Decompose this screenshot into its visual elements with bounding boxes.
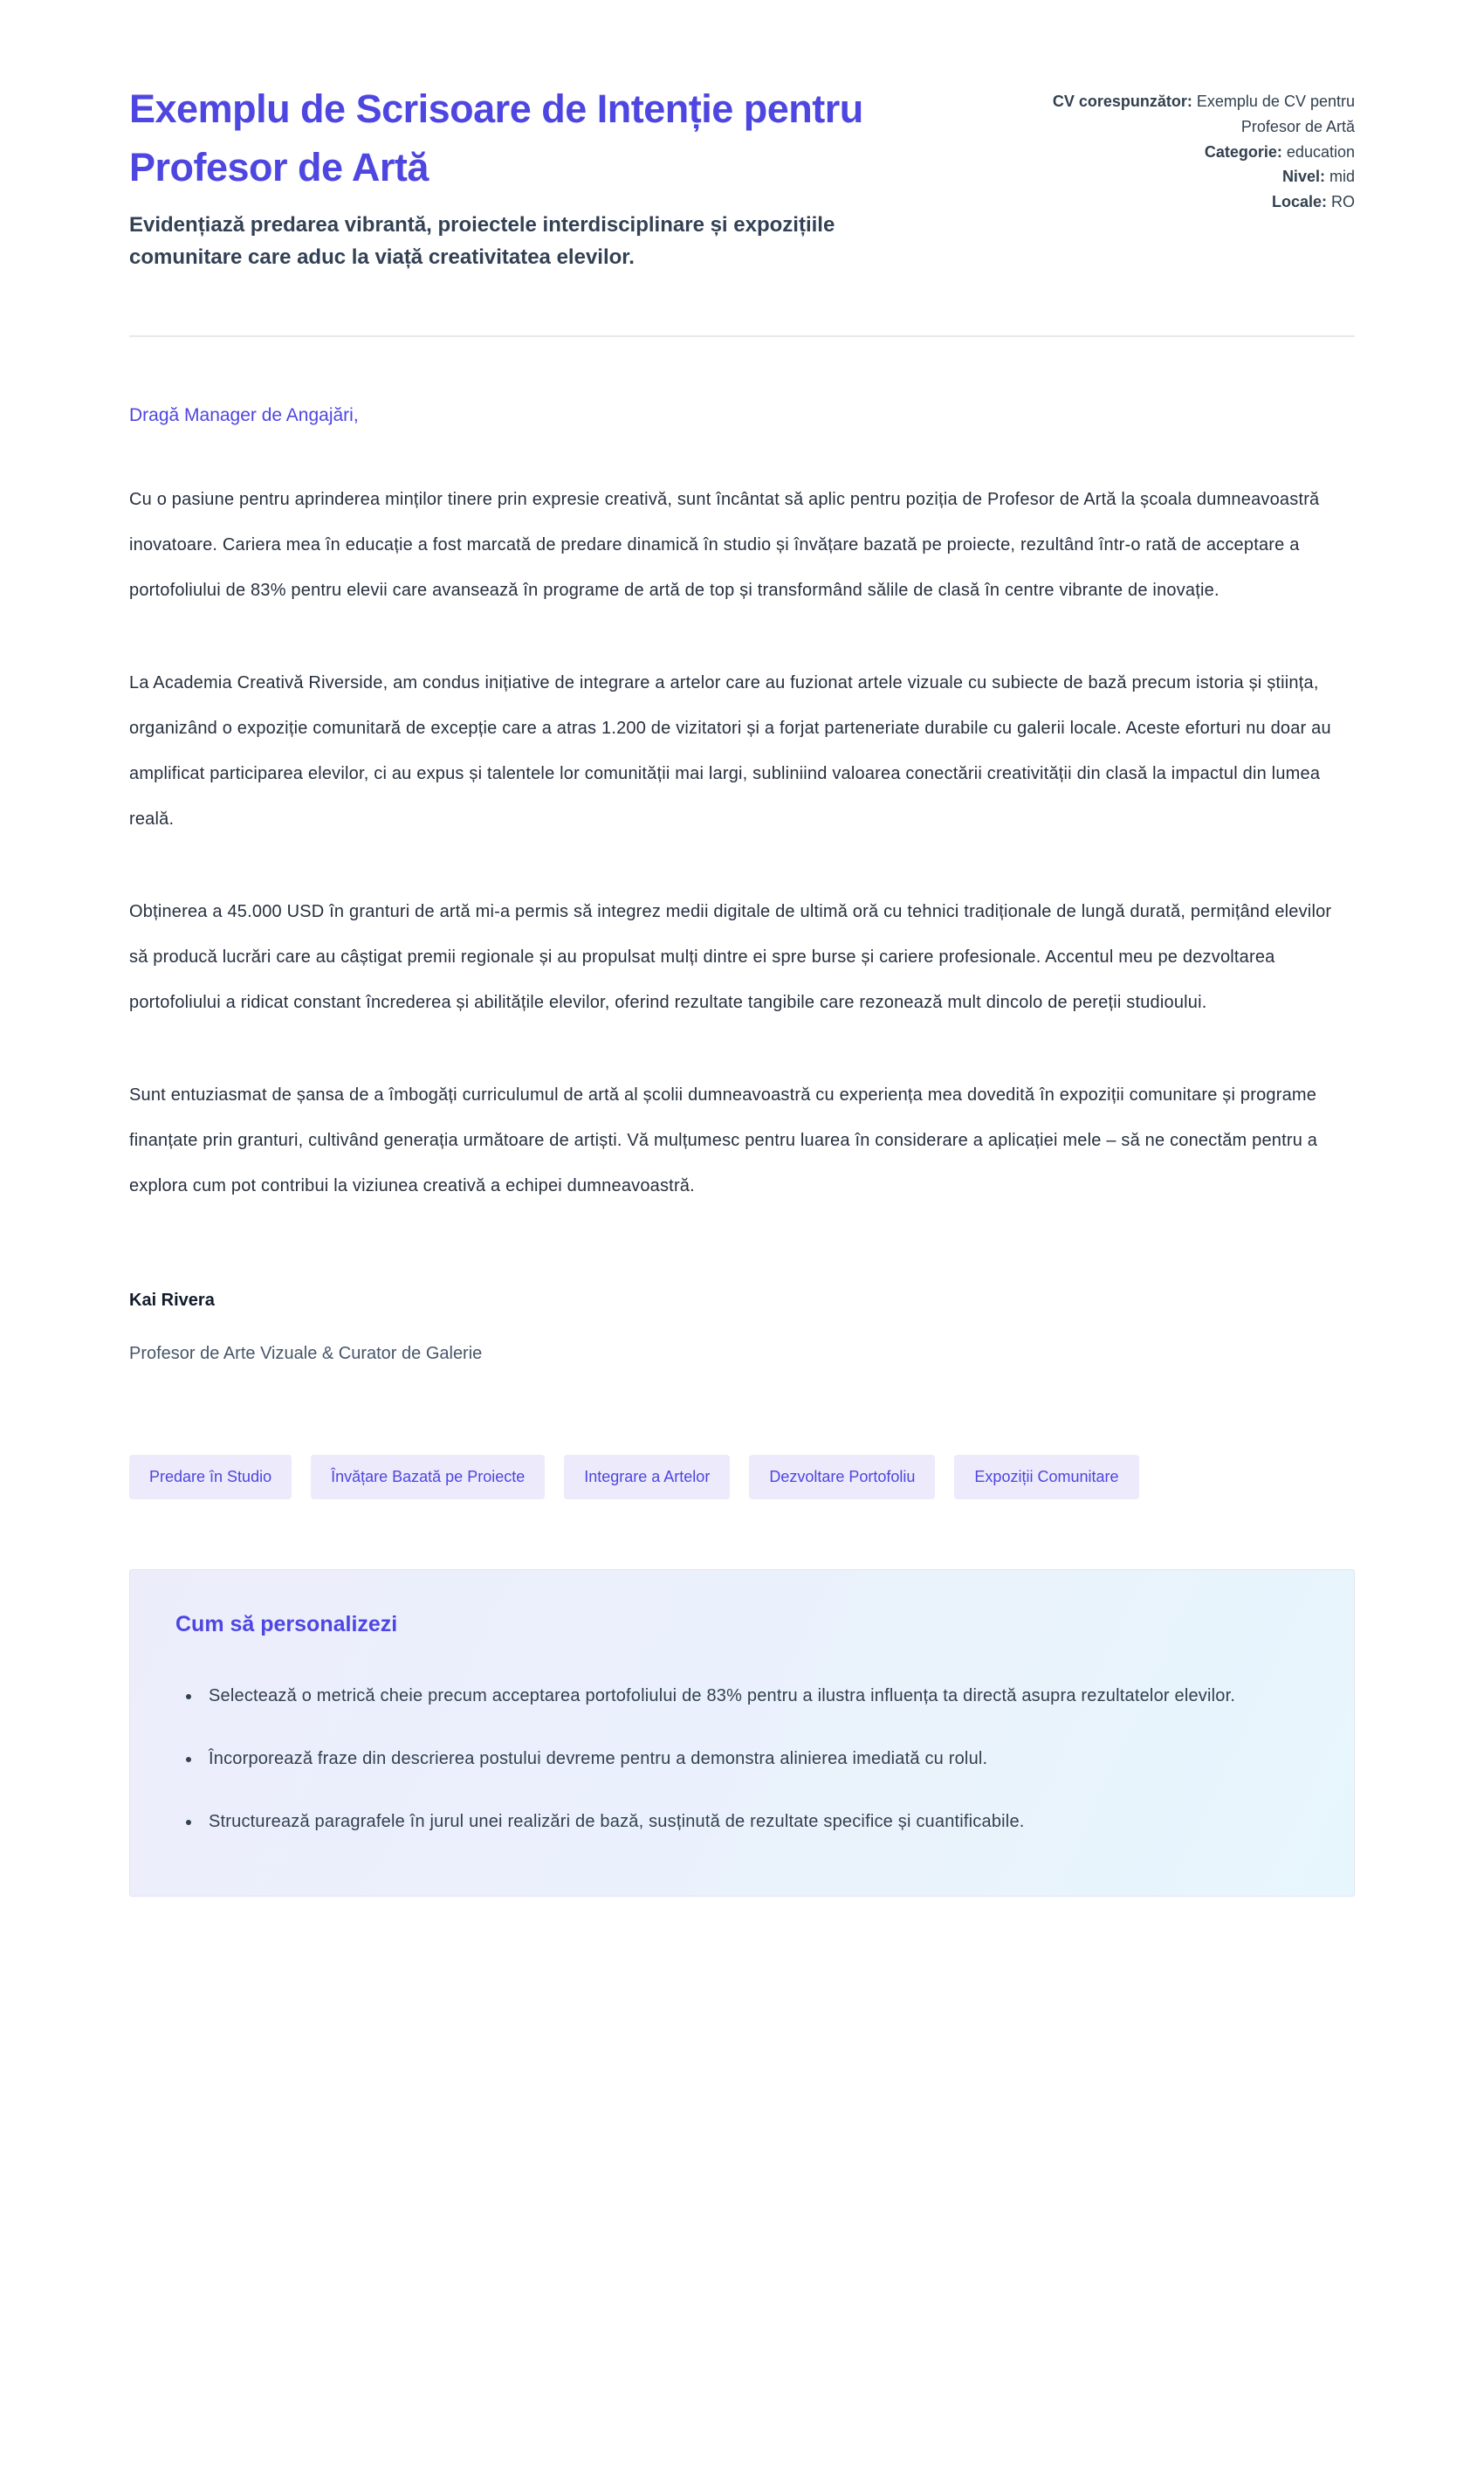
meta-value: education — [1286, 142, 1355, 161]
header — [129, 80, 1355, 274]
skill-tag[interactable]: Dezvoltare Portofoliu — [749, 1455, 935, 1500]
letter-paragraph: Cu o pasiune pentru aprinderea minților tinere prin expresie creativă, sunt încântat să aplic pentru poziția de Profesor de Artă la școala dumneavoastră inovatoare. Cariera mea în educație a fost marcată de predare dinamică în studio și învățare bazată pe proiecte, rezultând într-o rată de acceptare a portofoliului de 83% pentru elevii care avansează în programe de artă de top și transformând sălile de clasă în centre vibrante de inovație. — [129, 489, 1320, 600]
tip-item: • Structurează paragrafele în jurul unei realizări de bază, susținută de rezultate specifice și cuantificabile. — [202, 1800, 1307, 1843]
skill-tag[interactable]: Integrare a Artelor — [564, 1455, 730, 1500]
meta-value: Exemplu de CV pentru Profesor de Artă — [1196, 93, 1355, 135]
page-title: Exemplu de Scrisoare de Intenție pentru Profesor de Artă — [129, 86, 863, 189]
letter-greeting: Dragă Manager de Angajări, — [129, 404, 359, 425]
skill-tag[interactable]: Învățare Bazată pe Proiecte — [311, 1455, 545, 1500]
meta-row-locale — [1049, 189, 1355, 215]
tip-item: • Încorporează fraze din descrierea postului devreme pentru a demonstra alinierea imediată cu rolul. — [202, 1737, 1307, 1781]
bottom-spacer — [129, 1897, 1355, 1982]
header-left — [129, 80, 1049, 274]
meta-label: Locale: — [1271, 193, 1327, 211]
letter-paragraph: La Academia Creativă Riverside, am condus inițiative de integrare a artelor care au fuzionat artele vizuale cu subiecte de bază precum istoria și știința, organizând o expoziție comunitară de excepție care a atras 1.200 de vizitatori și a forjat parteneriate durabile cu galerii locale. Aceste eforturi nu doar au amplificat participarea elevilor, ci au expus și talentele lor comunității mai largi, subliniind valoarea conectării creativității din clasă la impactul din lumea reală. — [129, 672, 1331, 829]
meta-value: mid — [1329, 168, 1355, 186]
cover-letter-body — [129, 337, 1355, 1364]
tips-box-title: Cum să personalizezi — [175, 1612, 398, 1637]
letter-paragraph: Obținerea a 45.000 USD în granturi de artă mi-a permis să integrez medii digitale de ultimă oră cu tehnici tradiționale de lungă durată, permițând elevilor să producă lucrări care au câștigat premii regionale și au propulsat mulți dintre ei spre burse și cariere profesionale. Accentul meu pe dezvoltarea portofoliului a ridicat constant încrederea și abilitățile elevilor, oferind rezultate tangibile care rezonează mult dincolo de pereții studioului. — [129, 901, 1332, 1012]
tip-item: • Selectează o metrică cheie precum acceptarea portofoliului de 83% pentru a ilustra influența ta directă asupra rezultatelor elevilor. — [202, 1674, 1307, 1718]
meta-row-level — [1049, 164, 1355, 189]
signature-title: Profesor de Arte Vizuale & Curator de Galerie — [129, 1343, 483, 1363]
letter-paragraph: Sunt entuziasmat de șansa de a îmbogăți curriculumul de artă al școlii dumneavoastră cu experiența mea dovedită în expoziții comunitare și programe finanțate prin granturi, cultivând generația următoare de artiști. Vă mulțumesc pentru luarea în considerare a aplicației mele – să ne conectăm pentru a explora cum pot contribui la viziunea creativă a echipei dumneavoastră. — [129, 1085, 1318, 1195]
skill-tag[interactable]: Expoziții Comunitare — [954, 1455, 1138, 1500]
header-meta — [1049, 89, 1355, 215]
meta-label: Categorie: — [1204, 142, 1282, 161]
skill-tag-list — [129, 1455, 1355, 1500]
meta-value: RO — [1331, 193, 1355, 211]
meta-row-category — [1049, 140, 1355, 165]
customization-tips-box — [129, 1569, 1355, 1897]
meta-label: CV corespunzător: — [1052, 93, 1192, 110]
page-subtitle: Evidențiază predarea vibrantă, proiectele interdisciplinare și expozițiile comunitare care aduc la viață creativitatea elevilor. — [129, 213, 835, 270]
signature-name: Kai Rivera — [129, 1290, 215, 1310]
meta-row-matching-cv — [1049, 89, 1355, 140]
skill-tag[interactable]: Predare în Studio — [129, 1455, 292, 1500]
page — [129, 0, 1355, 1982]
tips-list — [175, 1674, 1307, 1843]
meta-label: Nivel: — [1281, 168, 1325, 186]
